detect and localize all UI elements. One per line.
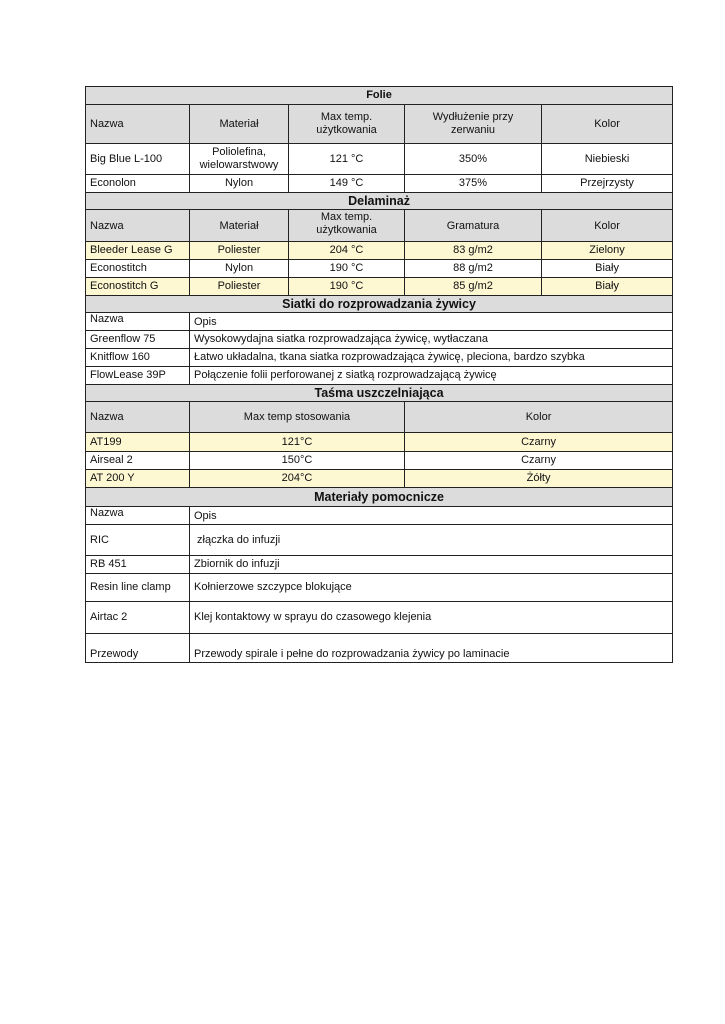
cell-temp: 121°C <box>190 433 405 452</box>
header-cell: Nazwa <box>86 105 190 144</box>
section-title: Siatki do rozprowadzania żywicy <box>86 296 673 313</box>
table-row <box>86 470 673 488</box>
cell-temp: 149 °C <box>289 175 405 193</box>
column-header-row <box>86 210 673 242</box>
header-cell: Kolor <box>542 105 673 144</box>
table-row <box>86 634 673 663</box>
cell-material: Nylon <box>190 175 289 193</box>
header-cell: Max temp. użytkowania <box>289 210 405 242</box>
table-row <box>86 349 673 367</box>
cell-name: Econostitch G <box>86 278 190 296</box>
column-header-row <box>86 507 673 525</box>
cell-color: Biały <box>542 260 673 278</box>
table-row <box>86 175 673 193</box>
header-cell: Opis <box>190 507 673 525</box>
cell-material: Poliester <box>190 242 289 260</box>
table-row <box>86 278 673 296</box>
table-row <box>86 331 673 349</box>
section-title: Materiały pomocnicze <box>86 488 673 507</box>
cell-description: złączka do infuzji <box>190 525 673 556</box>
table-row <box>86 574 673 602</box>
header-cell: Nazwa <box>86 402 190 433</box>
cell-name: Econostitch <box>86 260 190 278</box>
header-cell: Kolor <box>542 210 673 242</box>
cell-name: Big Blue L-100 <box>86 144 190 175</box>
header-cell: Kolor <box>405 402 673 433</box>
cell-description: Zbiornik do infuzji <box>190 556 673 574</box>
cell-color: Czarny <box>405 433 673 452</box>
cell-description: Połączenie folii perforowanej z siatką rozprowadzającą żywicę <box>190 367 673 385</box>
table-row <box>86 556 673 574</box>
table-row <box>86 144 673 175</box>
column-header-row <box>86 105 673 144</box>
cell-description: Przewody spirale i pełne do rozprowadzania żywicy po laminacie <box>190 634 673 663</box>
cell-name: Przewody <box>86 634 190 663</box>
header-cell: Nazwa <box>86 313 190 331</box>
cell-weight: 88 g/m2 <box>405 260 542 278</box>
header-cell: Max temp stosowania <box>190 402 405 433</box>
cell-name: Greenflow 75 <box>86 331 190 349</box>
cell-color: Czarny <box>405 452 673 470</box>
cell-description: Kołnierzowe szczypce blokujące <box>190 574 673 602</box>
table-row <box>86 367 673 385</box>
cell-description: Wysokowydajna siatka rozprowadzająca żywicę, wytłaczana <box>190 331 673 349</box>
header-cell: Materiał <box>190 210 289 242</box>
section-delaminaz-header <box>86 193 673 210</box>
table-row <box>86 260 673 278</box>
cell-color: Niebieski <box>542 144 673 175</box>
cell-name: FlowLease 39P <box>86 367 190 385</box>
cell-name: Bleeder Lease G <box>86 242 190 260</box>
cell-temp: 204°C <box>190 470 405 488</box>
cell-name: Airtac 2 <box>86 602 190 634</box>
section-tasma-header <box>86 385 673 402</box>
column-header-row <box>86 313 673 331</box>
cell-temp: 190 °C <box>289 260 405 278</box>
column-header-row <box>86 402 673 433</box>
section-title: Taśma uszczelniająca <box>86 385 673 402</box>
section-folie-header <box>86 87 673 105</box>
table-row <box>86 602 673 634</box>
cell-name: AT 200 Y <box>86 470 190 488</box>
cell-elongation: 375% <box>405 175 542 193</box>
cell-weight: 83 g/m2 <box>405 242 542 260</box>
cell-color: Zielony <box>542 242 673 260</box>
cell-name: Econolon <box>86 175 190 193</box>
cell-color: Biały <box>542 278 673 296</box>
cell-name: RIC <box>86 525 190 556</box>
table-row <box>86 452 673 470</box>
section-pomocnicze-header <box>86 488 673 507</box>
cell-color: Żółty <box>405 470 673 488</box>
cell-name: AT199 <box>86 433 190 452</box>
header-cell: Nazwa <box>86 210 190 242</box>
header-cell: Materiał <box>190 105 289 144</box>
cell-material: Poliester <box>190 278 289 296</box>
cell-elongation: 350% <box>405 144 542 175</box>
section-title: Folie <box>86 87 673 105</box>
header-cell: Max temp. użytkowania <box>289 105 405 144</box>
table-row <box>86 242 673 260</box>
cell-temp: 150°C <box>190 452 405 470</box>
table-row <box>86 433 673 452</box>
header-cell: Wydłużenie przy zerwaniu <box>405 105 542 144</box>
cell-name: Airseal 2 <box>86 452 190 470</box>
materials-table <box>85 86 673 663</box>
cell-material: Nylon <box>190 260 289 278</box>
header-cell: Opis <box>190 313 673 331</box>
cell-temp: 190 °C <box>289 278 405 296</box>
cell-color: Przejrzysty <box>542 175 673 193</box>
cell-description: Klej kontaktowy w sprayu do czasowego klejenia <box>190 602 673 634</box>
header-cell: Nazwa <box>86 507 190 525</box>
header-cell: Gramatura <box>405 210 542 242</box>
cell-weight: 85 g/m2 <box>405 278 542 296</box>
table-row <box>86 525 673 556</box>
cell-material: Poliolefina, wielowarstwowy <box>190 144 289 175</box>
section-title: Delaminaż <box>86 193 673 210</box>
cell-description: Łatwo układalna, tkana siatka rozprowadzająca żywicę, pleciona, bardzo szybka <box>190 349 673 367</box>
cell-name: Knitflow 160 <box>86 349 190 367</box>
cell-name: Resin line clamp <box>86 574 190 602</box>
cell-temp: 121 °C <box>289 144 405 175</box>
cell-name: RB 451 <box>86 556 190 574</box>
section-siatki-header <box>86 296 673 313</box>
cell-temp: 204 °C <box>289 242 405 260</box>
